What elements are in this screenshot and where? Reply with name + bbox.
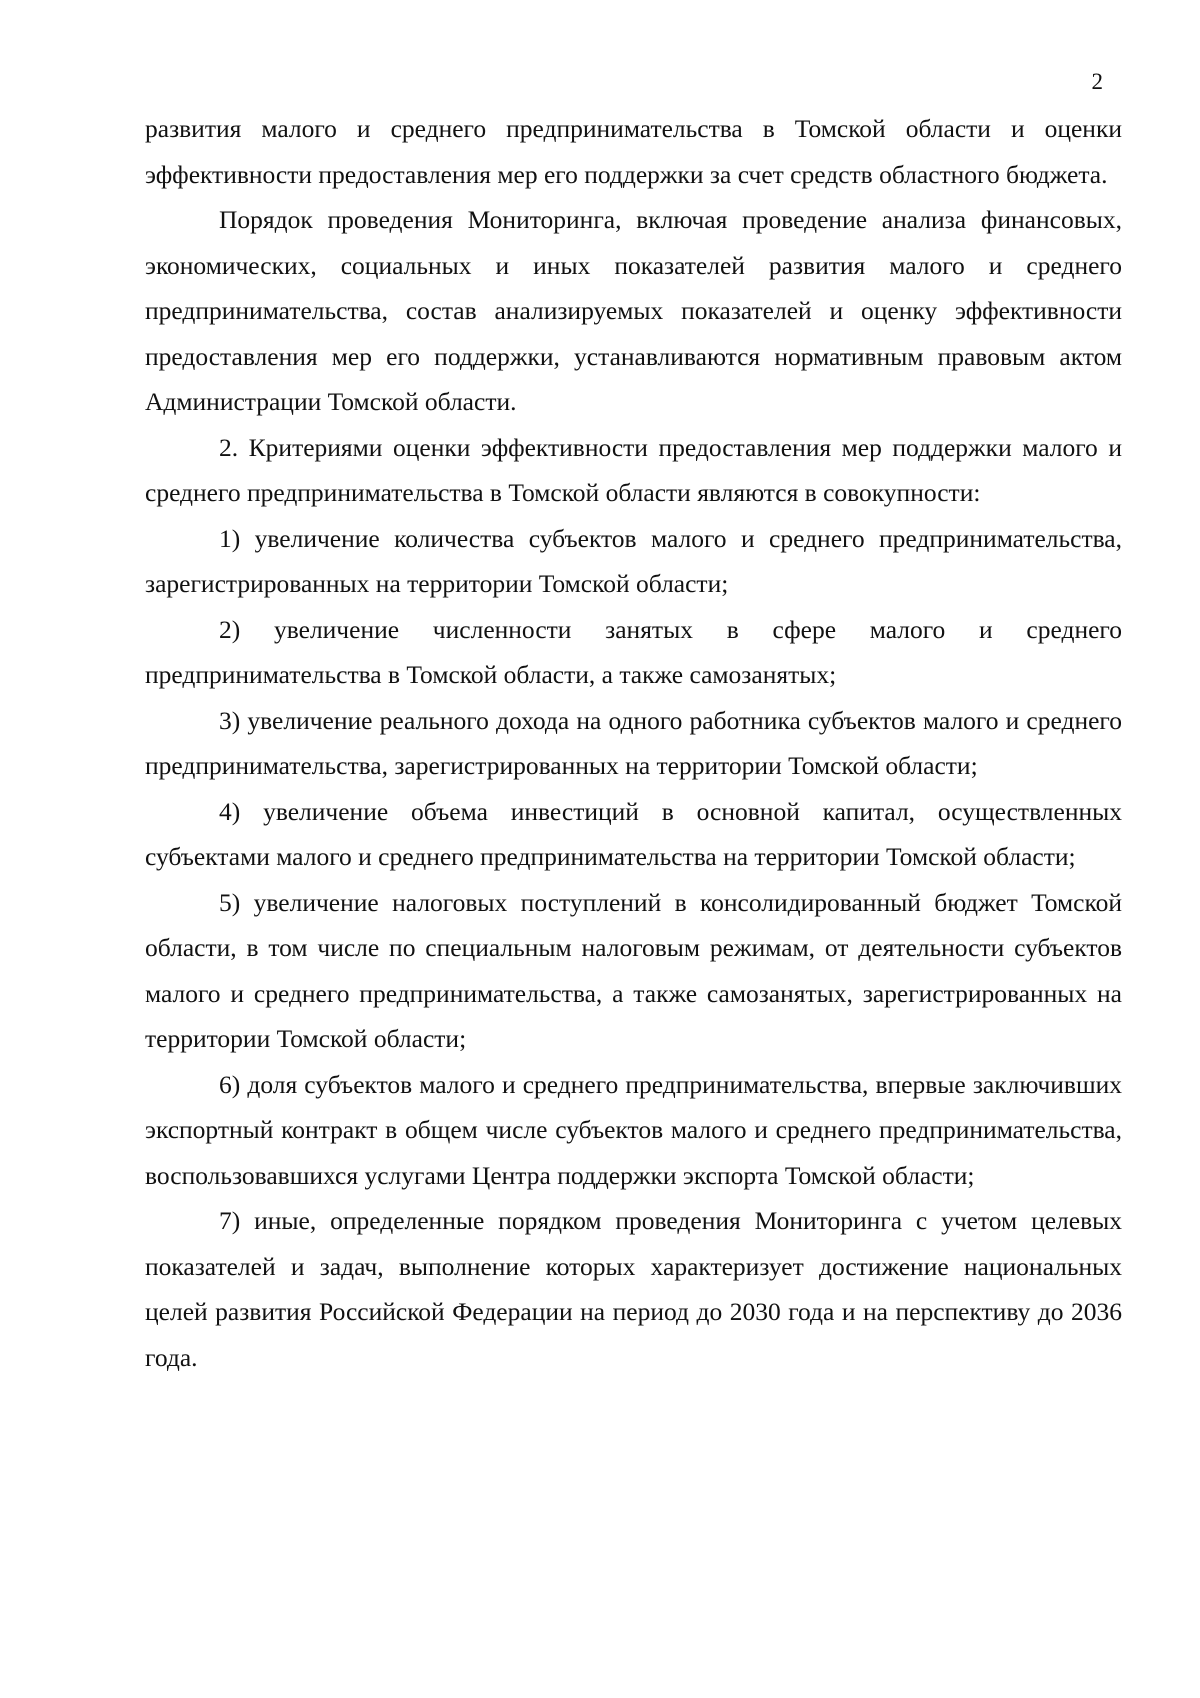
paragraph-monitoring-procedure: Порядок проведения Мониторинга, включая проведение анализа финансовых, экономических, социальных и иных показателей развития малого и среднего предпринимательства, состав анализируемых показателей и оценку эффективности предоставления мер его поддержки, устанавливаются нормативным правовым актом Администрации Томской области. <box>145 205 1122 416</box>
list-item-criterion-3: 3) увеличение реального дохода на одного работника субъектов малого и среднего предпринимательства, зарегистрированных на территории Томской области; <box>145 705 1122 780</box>
page-number: 2 <box>1091 69 1103 94</box>
list-item-criterion-5: 5) увеличение налоговых поступлений в консолидированный бюджет Томской области, в том числе по специальным налоговым режимам, от деятельности субъектов малого и среднего предпринимательства, а также самозанятых, зарегистрированных на территории Томской области; <box>145 887 1122 1053</box>
list-item-criterion-2: 2) увеличение численности занятых в сфере малого и среднего предпринимательства в Томской области, а также самозанятых; <box>145 614 1122 689</box>
paragraph-criteria-intro: 2. Критериями оценки эффективности предоставления мер поддержки малого и среднего предпринимательства в Томской области являются в совокупности: <box>145 432 1122 507</box>
list-item-criterion-7: 7) иные, определенные порядком проведения Мониторинга с учетом целевых показателей и задач, выполнение которых характеризует достижение национальных целей развития Российской Федерации на период до 2030 года и на перспективу до 2036 года. <box>145 1206 1122 1372</box>
list-item-criterion-4: 4) увеличение объема инвестиций в основной капитал, осуществленных субъектами малого и среднего предпринимательства на территории Томской области; <box>145 796 1122 871</box>
list-item-criterion-1: 1) увеличение количества субъектов малого и среднего предпринимательства, зарегистрированных на территории Томской области; <box>145 523 1122 598</box>
paragraph-continuation: развития малого и среднего предпринимательства в Томской области и оценки эффективности предоставления мер его поддержки за счет средств областного бюджета. <box>145 114 1122 189</box>
list-item-criterion-6: 6) доля субъектов малого и среднего предпринимательства, впервые заключивших экспортный контракт в общем числе субъектов малого и среднего предпринимательства, воспользовавшихся услугами Центра поддержки экспорта Томской области; <box>145 1069 1122 1190</box>
document-body <box>145 106 1122 1380</box>
